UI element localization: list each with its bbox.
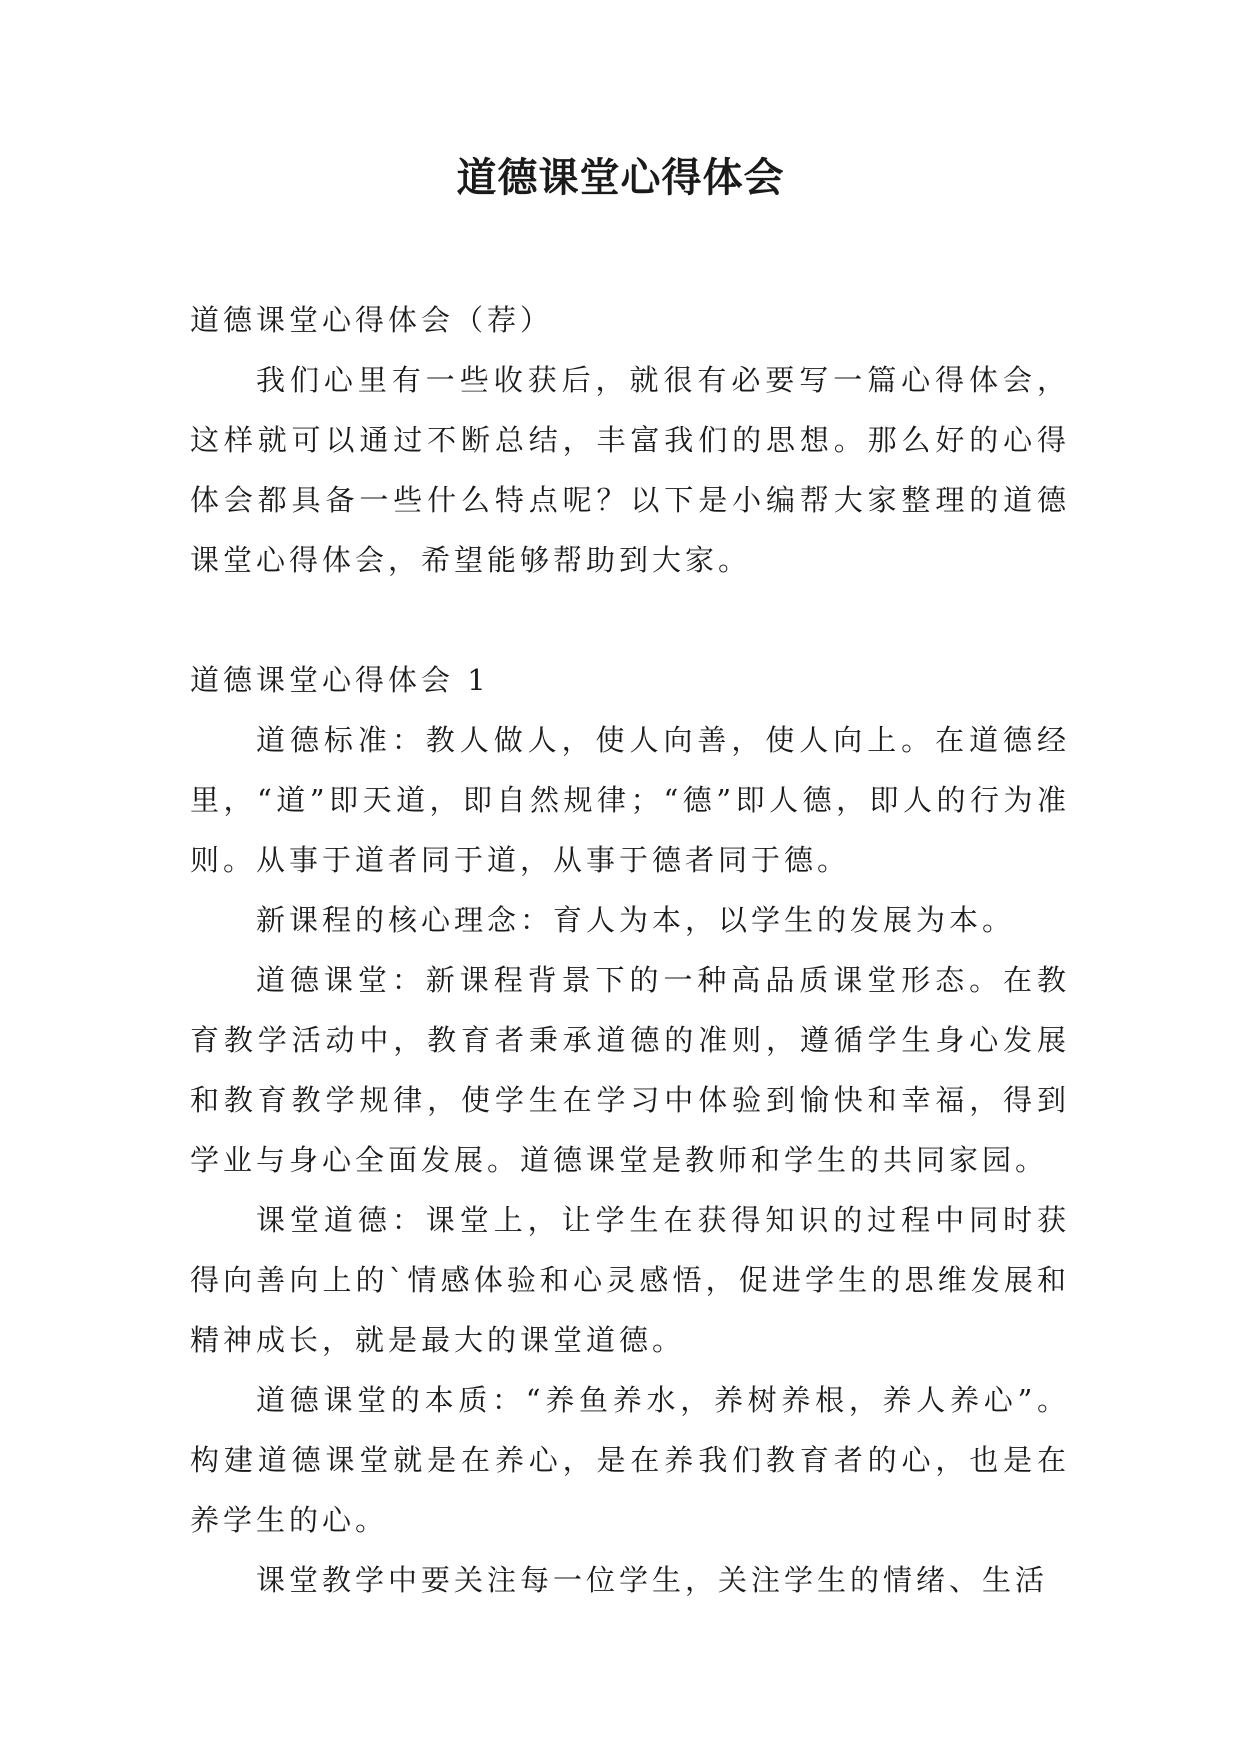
document-body — [190, 290, 1070, 1610]
paragraph-teaching: 课堂教学中要关注每一位学生，关注学生的情绪、生活 — [256, 1563, 1049, 1597]
section-spacer — [190, 590, 1070, 650]
paragraph-essence: 道德课堂的本质：“养鱼养水，养树养根，养人养心”。构建道德课堂就是在养心，是在养我们教育者的心，也是在养学生的心。 — [190, 1383, 1070, 1537]
paragraph-classroom-morality: 课堂道德：课堂上，让学生在获得知识的过程中同时获得向善向上的`情感体验和心灵感悟，促进学生的思维发展和精神成长，就是最大的课堂道德。 — [190, 1203, 1070, 1357]
document-title: 道德课堂心得体会 — [456, 155, 785, 201]
paragraph-moral-classroom: 道德课堂：新课程背景下的一种高品质课堂形态。在教育教学活动中，教育者秉承道德的准则，遵循学生身心发展和教育教学规律，使学生在学习中体验到愉快和幸福，得到学业与身心全面发展。道德课堂是教师和学生的共同家园。 — [190, 963, 1070, 1177]
intro-paragraph: 我们心里有一些收获后，就很有必要写一篇心得体会，这样就可以通过不断总结，丰富我们的思想。那么好的心得体会都具备一些什么特点呢？以下是小编帮大家整理的道德课堂心得体会，希望能够帮助到大家。 — [190, 363, 1070, 577]
intro-heading: 道德课堂心得体会（荐） — [190, 303, 554, 337]
section-heading: 道德课堂心得体会 1 — [190, 663, 490, 697]
paragraph-core-idea: 新课程的核心理念：育人为本，以学生的发展为本。 — [256, 903, 1016, 937]
paragraph-definition: 道德标准：教人做人，使人向善，使人向上。在道德经里，“道”即天道，即自然规律；“德”即人德，即人的行为准则。从事于道者同于道，从事于德者同于德。 — [190, 723, 1070, 877]
